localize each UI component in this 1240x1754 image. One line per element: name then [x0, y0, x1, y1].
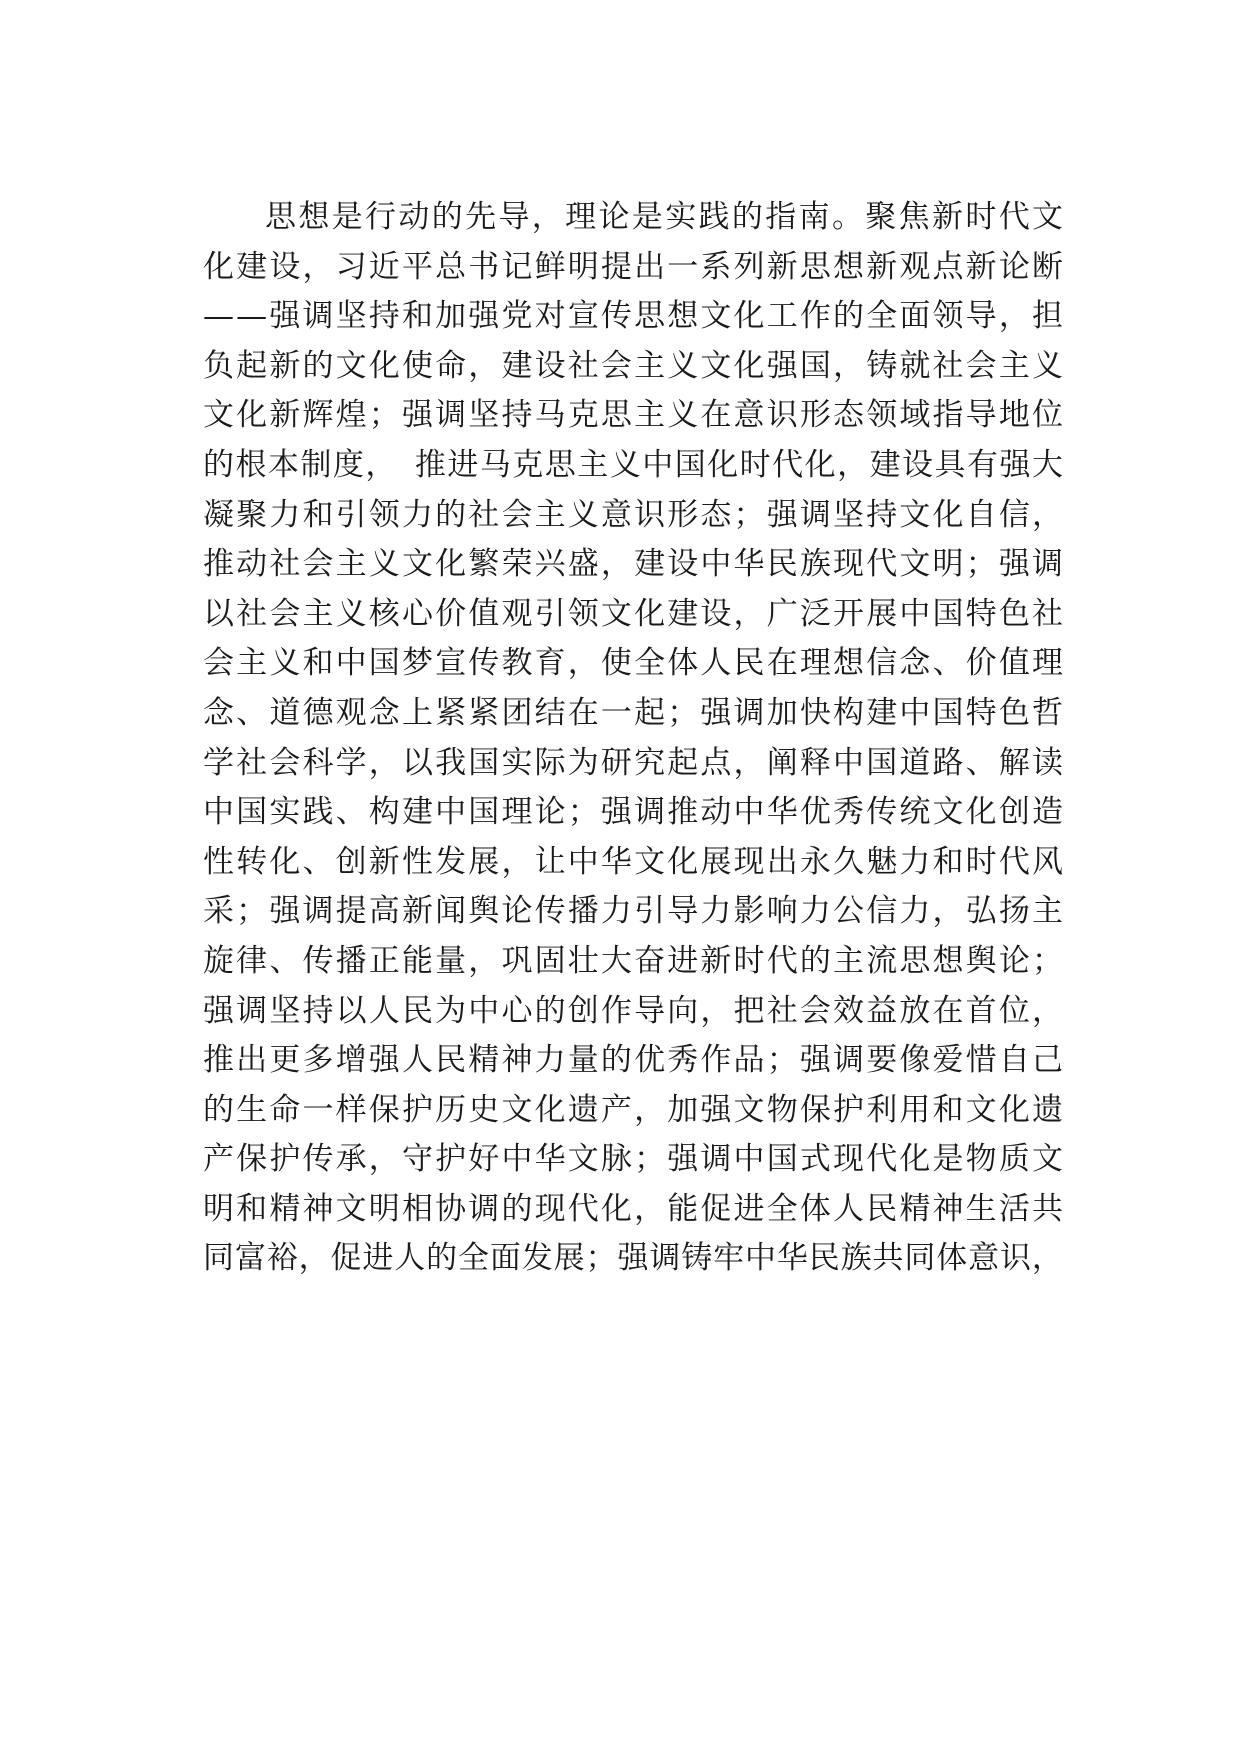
paragraph-line: 中国实践、构建中国理论；强调推动中华优秀传统文化创造 — [203, 794, 1066, 831]
paragraph-line: 思想是行动的先导，理论是实践的指南。聚焦新时代文 — [265, 199, 1066, 235]
paragraph-line: 会主义和中国梦宣传教育，使全体人民在理想信念、价值理 — [203, 645, 1066, 682]
paragraph-line: 推出更多增强人民精神力量的优秀作品；强调要像爱惜自己 — [203, 1042, 1066, 1079]
paragraph-line: 负起新的文化使命，建设社会主义文化强国，铸就社会主义 — [203, 347, 1066, 384]
paragraph-line: 同富裕，促进人的全面发展；强调铸牢中华民族共同体意识， — [203, 1240, 1064, 1277]
paragraph-line: 以社会主义核心价值观引领文化建设，广泛开展中国特色社 — [203, 595, 1066, 632]
paragraph-line: 推动社会主义文化繁荣兴盛，建设中华民族现代文明；强调 — [203, 546, 1066, 583]
paragraph-line: 产保护传承，守护好中华文脉；强调中国式现代化是物质文 — [203, 1141, 1066, 1178]
paragraph-line: 化建设，习近平总书记鲜明提出一系列新思想新观点新论断 — [203, 248, 1066, 285]
paragraph-line: 旋律、传播正能量，巩固壮大奋进新时代的主流思想舆论； — [203, 942, 1066, 979]
paragraph-line: 性转化、创新性发展，让中华文化展现出永久魅力和时代风 — [203, 843, 1066, 880]
paragraph-line: 的根本制度， 推进马克思主义中国化时代化，建设具有强大 — [203, 446, 1065, 483]
paragraph-line: 采；强调提高新闻舆论传播力引导力影响力公信力，弘扬主 — [203, 893, 1066, 930]
paragraph-line: 凝聚力和引领力的社会主义意识形态；强调坚持文化自信， — [203, 496, 1066, 533]
paragraph-line: ——强调坚持和加强党对宣传思想文化工作的全面领导，担 — [203, 298, 1066, 335]
paragraph-line: 念、道德观念上紧紧团结在一起；强调加快构建中国特色哲 — [203, 694, 1066, 731]
paragraph-line: 明和精神文明相协调的现代化，能促进全体人民精神生活共 — [203, 1190, 1066, 1227]
document-body — [203, 193, 1066, 1284]
paragraph-line: 强调坚持以人民为中心的创作导向，把社会效益放在首位， — [203, 992, 1066, 1029]
paragraph-line: 学社会科学，以我国实际为研究起点，阐释中国道路、解读 — [203, 744, 1066, 781]
paragraph-line: 文化新辉煌；强调坚持马克思主义在意识形态领域指导地位 — [203, 397, 1066, 434]
paragraph-line: 的生命一样保护历史文化遗产，加强文物保护利用和文化遗 — [203, 1091, 1066, 1128]
